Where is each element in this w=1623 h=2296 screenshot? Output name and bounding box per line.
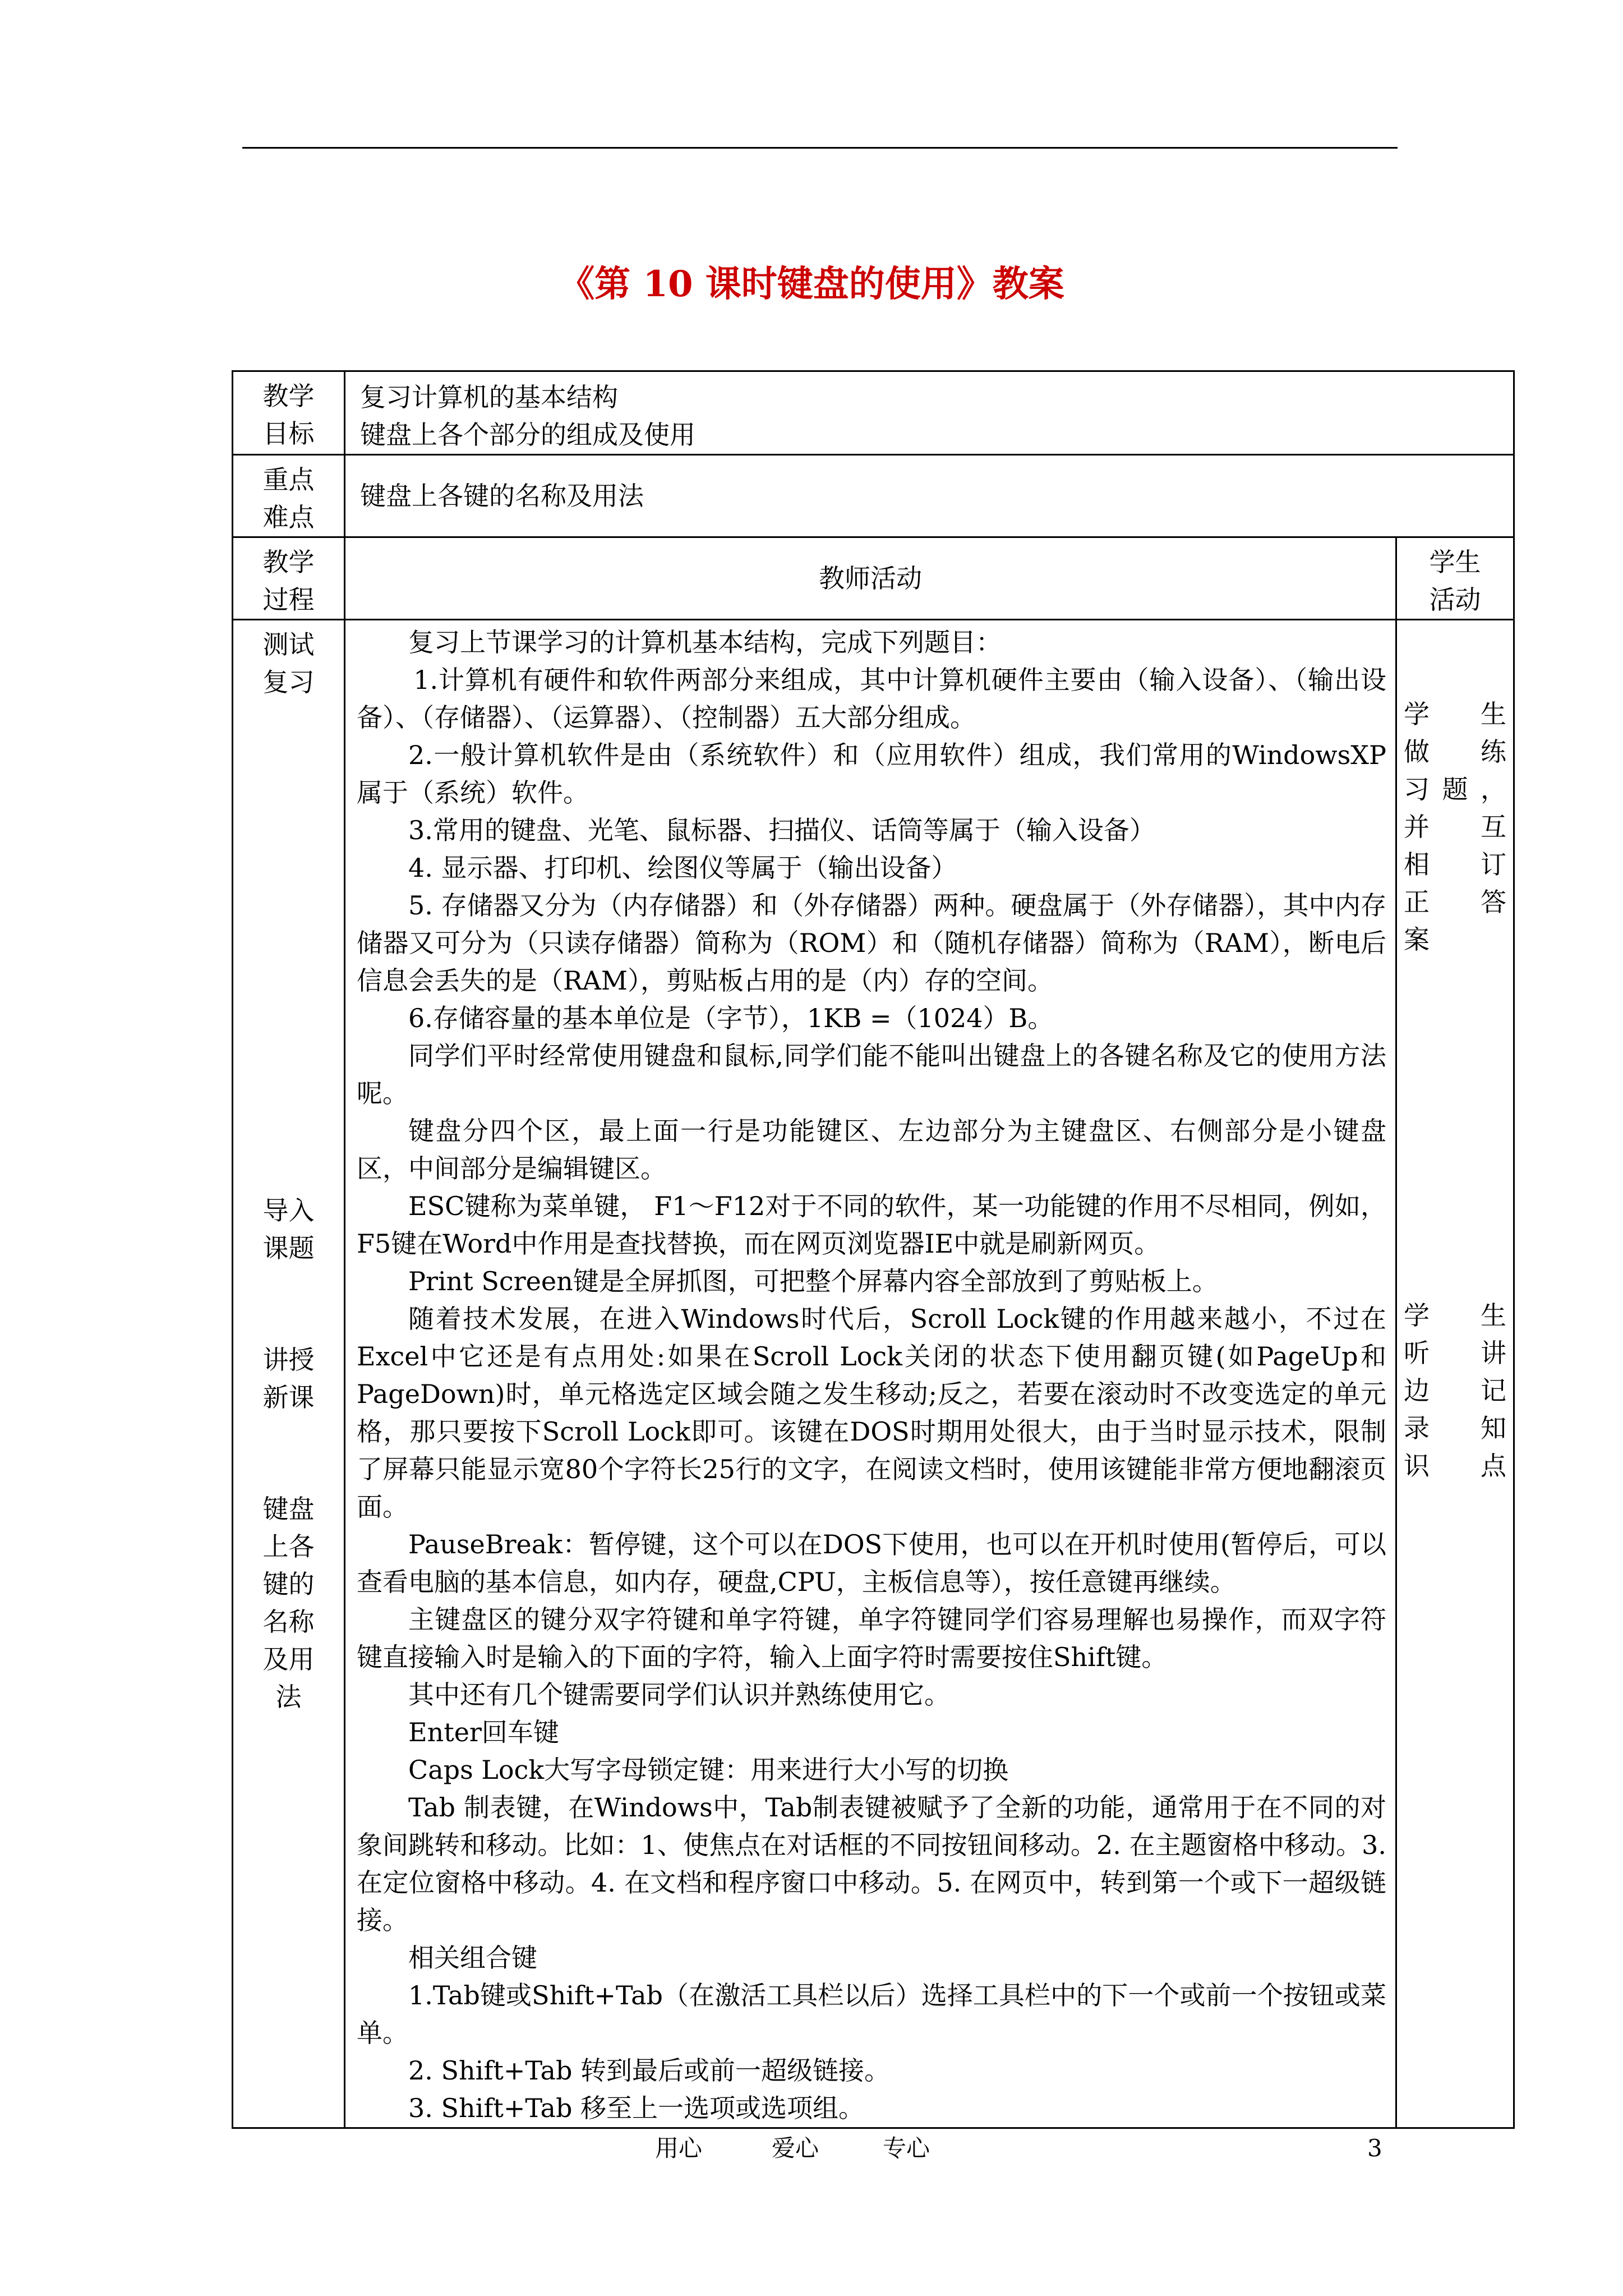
objective-line: 键盘上各个部分的组成及使用 <box>360 420 695 450</box>
paragraph: 1.Tab键或Shift+Tab（在激活工具栏以后）选择工具栏中的下一个或前一个按钮或菜单。 <box>357 1980 1386 2048</box>
paragraph: 同学们平时经常使用键盘和鼠标,同学们能不能叫出键盘上的各键名称及它的使用方法呢。 <box>357 1041 1386 1108</box>
process-body-row <box>233 620 1514 2128</box>
stage-teach: 讲授 新课 <box>262 1345 315 1412</box>
footer-motto-1: 用心 <box>655 2134 703 2162</box>
page-number: 3 <box>1367 2134 1382 2162</box>
student-activity-review: 学 生 做 练 习题， 并 互 相 订 正 答 案 <box>1404 699 1506 955</box>
stage-review: 测试 复习 <box>262 629 315 697</box>
lesson-plan-table <box>232 370 1515 2129</box>
paragraph: Tab 制表键，在Windows中，Tab制表键被赋予了全新的功能，通常用于在不同的对象间跳转和移动。比如：1、使焦点在对话框的不同按钮间移动。2. 在主题窗格中移动。3. 在定位窗格中移动。4. 在文档和程序窗口中移动。5. 在网页中，转到第一个或下一超级链接。 <box>357 1792 1386 1935</box>
focus-label: 重点 难点 <box>233 455 345 537</box>
paragraph: 3.常用的键盘、光笔、鼠标器、扫描仪、话筒等属于（输入设备） <box>408 815 1155 845</box>
objectives-label: 教学 目标 <box>233 371 345 455</box>
paragraph: 随着技术发展，在进入Windows时代后，Scroll Lock键的作用越来越小，不过在Excel中它还是有点用处:如果在Scroll Lock关闭的状态下使用翻页键(如PageUp和PageDown)时，单元格选定区域会随之发生移动;反之，若要在滚动时不改变选定的单元格，那只要按下Scroll Lock即可。该键在DOS时期用处很大，由于当时显示技术，限制了屏幕只能显示宽80个字符长25行的文字，在阅读文档时，使用该键能非常方便地翻滚页面。 <box>357 1304 1386 1522</box>
paragraph: 1.计算机有硬件和软件两部分来组成，其中计算机硬件主要由（输入设备）、（输出设备）、（存储器）、（运算器）、（控制器）五大部分组成。 <box>357 665 1386 733</box>
student-activity-column <box>1396 620 1514 2128</box>
header-rule <box>242 147 1398 149</box>
paragraph: 键盘分四个区，最上面一行是功能键区、左边部分为主键盘区、右侧部分是小键盘区，中间部分是编辑键区。 <box>357 1116 1386 1184</box>
page-title: 《第 10 课时键盘的使用》教案 <box>559 263 1064 305</box>
paragraph: 相关组合键 <box>408 1943 537 1973</box>
paragraph: 4. 显示器、打印机、绘图仪等属于（输出设备） <box>408 853 957 883</box>
paragraph: Enter回车键 <box>408 1717 559 1747</box>
paragraph: 3. Shift+Tab 移至上一选项或选项组。 <box>408 2093 865 2123</box>
student-activity-lecture: 学 生 听 讲 边 记 录 知 识点 <box>1404 1300 1506 1481</box>
paragraph: PauseBreak：暂停键，这个可以在DOS下使用，也可以在开机时使用(暂停后，可以查看电脑的基本信息，如内存，硬盘,CPU，主板信息等），按任意键再继续。 <box>357 1529 1386 1597</box>
focus-content: 键盘上各键的名称及用法 <box>345 455 1514 537</box>
footer-motto-2: 爱心 <box>772 2134 819 2162</box>
paragraph: 2.一般计算机软件是由（系统软件）和（应用软件）组成，我们常用的WindowsXP属于（系统）软件。 <box>357 740 1386 808</box>
paragraph: ESC键称为菜单键， F1～F12对于不同的软件，某一功能键的作用不尽相同，例如，F5键在Word中作用是查找替换，而在网页浏览器IE中就是刷新网页。 <box>357 1191 1386 1259</box>
stage-column <box>233 620 345 2128</box>
process-header-row <box>233 537 1514 620</box>
teacher-activity-header: 教师活动 <box>345 537 1396 620</box>
paragraph: 5. 存储器又分为（内存储器）和（外存储器）两种。硬盘属于（外存储器），其中内存储器又可分为（只读存储器）简称为（ROM）和（随机存储器）简称为（RAM），断电后信息会丢失的是（RAM），剪贴板占用的是（内）存的空间。 <box>357 890 1386 996</box>
paragraph: 其中还有几个键需要同学们认识并熟练使用它。 <box>408 1680 950 1710</box>
paragraph: 主键盘区的键分双字符键和单字符键，单字符键同学们容易理解也易操作，而双字符键直接输入时是输入的下面的字符，输入上面字符时需要按住Shift键。 <box>357 1604 1386 1672</box>
paragraph: 复习上节课学习的计算机基本结构，完成下列题目： <box>408 627 1002 657</box>
teacher-activity-content <box>345 620 1396 2128</box>
objective-line: 复习计算机的基本结构 <box>360 382 618 412</box>
focus-row <box>233 455 1514 537</box>
stage-intro: 导入 课题 <box>262 1195 315 1263</box>
stage-topic: 键盘 上各 键的 名称 及用 法 <box>262 1494 315 1712</box>
paragraph: Print Screen键是全屏抓图，可把整个屏幕内容全部放到了剪贴板上。 <box>408 1266 1218 1296</box>
paragraph: Caps Lock大写字母锁定键：用来进行大小写的切换 <box>408 1755 1009 1785</box>
objectives-content <box>345 371 1514 455</box>
paragraph: 6.存储容量的基本单位是（字节），1KB =（1024）B。 <box>408 1003 1054 1033</box>
process-label: 教学 过程 <box>233 537 345 620</box>
footer-motto-3: 专心 <box>883 2134 930 2162</box>
student-activity-header: 学生 活动 <box>1396 537 1514 620</box>
paragraph: 2. Shift+Tab 转到最后或前一超级链接。 <box>408 2055 891 2086</box>
objectives-row <box>233 371 1514 455</box>
